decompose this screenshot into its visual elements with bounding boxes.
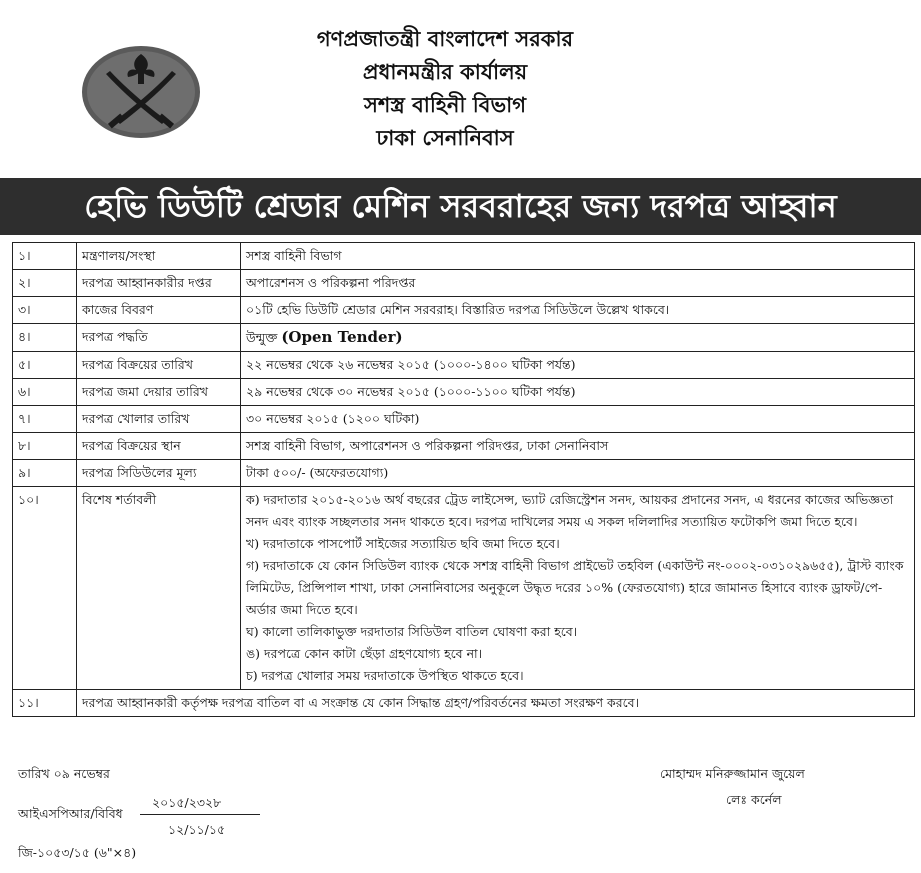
row-value: ২২ নভেম্বর থেকে ২৬ নভেম্বর ২০১৫ (১০০০-১৪০০ ঘটিকা পর্যন্ত) xyxy=(241,352,915,379)
table-row xyxy=(13,352,915,379)
row-value: ০১টি হেভি ডিউটি শ্রেডার মেশিন সরবরাহ। বিস্তারিত দরপত্র সিডিউলে উল্লেখ থাকবে। xyxy=(241,297,915,324)
reference-number: ২০১৫/২৩২৮ xyxy=(152,795,222,810)
row-label: দরপত্র সিডিউলের মূল্য xyxy=(77,460,241,487)
row-label: কাজের বিবরণ xyxy=(77,297,241,324)
header-office: প্রধানমন্ত্রীর কার্যালয় xyxy=(362,59,528,84)
table-row xyxy=(13,433,915,460)
table-row xyxy=(13,324,915,352)
row-value: দরপত্র আহ্বানকারী কর্তৃপক্ষ দরপত্র বাতিল বা এ সংক্রান্ত যে কোন সিদ্ধান্ত গ্রহণ/পরিবর্তনের ক্ষমতা সংরক্ষণ করবে। xyxy=(77,690,915,717)
row-label: দরপত্র খোলার তারিখ xyxy=(77,406,241,433)
row-label: দরপত্র আহ্বানকারীর দপ্তর xyxy=(77,270,241,297)
notice-title-banner: হেভি ডিউটি শ্রেডার মেশিন সরবরাহের জন্য দরপত্র আহ্বান xyxy=(0,178,921,235)
table-row xyxy=(13,406,915,433)
table-row xyxy=(13,243,915,270)
reference-prefix: আইএসপিআর/বিবিধ xyxy=(18,806,123,821)
row-number: ৫। xyxy=(13,352,77,379)
table-row xyxy=(13,690,915,717)
row-number: ১০। xyxy=(13,487,77,690)
row-label: দরপত্র বিক্রয়ের তারিখ xyxy=(77,352,241,379)
header-location: ঢাকা সেনানিবাস xyxy=(376,125,514,150)
row-number: ৩। xyxy=(13,297,77,324)
tender-method: উন্মুক্ত xyxy=(246,330,278,345)
signatory-name: মোহাম্মদ মনিরুজ্জামান জুয়েল xyxy=(660,766,805,781)
government-emblem xyxy=(80,44,202,140)
row-number: ২। xyxy=(13,270,77,297)
condition-item: ঘ) কালো তালিকাভুক্ত দরদাতার সিডিউল বাতিল ঘোষণা করা হবে। xyxy=(246,624,578,639)
signatory-rank: লেঃ কর্নেল xyxy=(726,792,782,807)
condition-item: খ) দরদাতাকে পাসপোর্ট সাইজের সত্যায়িত ছবি জমা দিতে হবে। xyxy=(246,536,560,551)
row-value: টাকা ৫০০/- (অফেরতযোগ্য) xyxy=(241,460,915,487)
condition-item: ক) দরদাতার ২০১৫-২০১৬ অর্থ বছরের ট্রেড লাইসেন্স, ভ্যাট রেজিস্ট্রেশন সনদ, আয়কর প্রদানের সনদ, এ ধরনের কাজের অভিজ্ঞতা সনদ এবং ব্যাংক সচ্ছলতার সনদ থাকতে হবে। দরপত্র দাখিলের সময় এ সকল দলিলাদির সত্যায়িত ফটোকপি জমা দিতে হবে। xyxy=(246,492,894,529)
header-government: গণপ্রজাতন্ত্রী বাংলাদেশ সরকার xyxy=(316,26,574,51)
row-number: ৯। xyxy=(13,460,77,487)
table-row xyxy=(13,270,915,297)
row-value xyxy=(241,324,915,352)
row-number: ৬। xyxy=(13,379,77,406)
condition-item: ঙ) দরপত্রে কোন কাটা ছেঁড়া গ্রহণযোগ্য হবে না। xyxy=(246,646,483,661)
row-value: সশস্ত্র বাহিনী বিভাগ, অপারেশনস ও পরিকল্পনা পরিদপ্তর, ঢাকা সেনানিবাস xyxy=(241,433,915,460)
header-division: সশস্ত্র বাহিনী বিভাগ xyxy=(364,92,526,117)
row-label: দরপত্র বিক্রয়ের স্থান xyxy=(77,433,241,460)
row-number: ১। xyxy=(13,243,77,270)
row-label: দরপত্র জমা দেয়ার তারিখ xyxy=(77,379,241,406)
header-block xyxy=(230,22,660,154)
row-label: দরপত্র পদ্ধতি xyxy=(77,324,241,352)
publication-code: জি-১০৫৩/১৫ (৬"×৪) xyxy=(18,845,137,860)
condition-item: চ) দরপত্র খোলার সময় দরদাতাকে উপস্থিত থাকতে হবে। xyxy=(246,668,524,683)
condition-item: গ) দরদাতাকে যে কোন সিডিউল ব্যাংক থেকে সশস্ত্র বাহিনী বিভাগ প্রাইভেট তহবিল (একাউন্ট নং-০০০২-০৩১০২৯৬৫৫), ট্রাস্ট ব্যাংক লিমিটেড, প্রিন্সিপাল শাখা, ঢাকা সেনানিবাসের অনুকূলে উদ্ধৃত দরের ১০% (ফেরতযোগ্য) হারে জামানত হিসাবে ব্যাংক ড্রাফট/পে-অর্ডার জমা দিতে হবে। xyxy=(246,558,904,617)
table-row xyxy=(13,487,915,690)
tender-details-table xyxy=(12,242,915,717)
tender-method-english: (Open Tender) xyxy=(281,328,403,346)
row-number: ৮। xyxy=(13,433,77,460)
row-number: ৪। xyxy=(13,324,77,352)
row-label: বিশেষ শর্তাবলী xyxy=(77,487,241,690)
row-label: মন্ত্রণালয়/সংস্থা xyxy=(77,243,241,270)
reference-date: ১২/১১/১৫ xyxy=(168,822,226,837)
row-number: ১১। xyxy=(13,690,77,717)
notice-date: তারিখ ০৯ নভেম্বর xyxy=(18,766,110,781)
row-value: সশস্ত্র বাহিনী বিভাগ xyxy=(241,243,915,270)
row-value: অপারেশনস ও পরিকল্পনা পরিদপ্তর xyxy=(241,270,915,297)
table-row xyxy=(13,379,915,406)
table-row xyxy=(13,297,915,324)
row-number: ৭। xyxy=(13,406,77,433)
row-value: ২৯ নভেম্বর থেকে ৩০ নভেম্বর ২০১৫ (১০০০-১১০০ ঘটিকা পর্যন্ত) xyxy=(241,379,915,406)
reference-divider xyxy=(140,814,260,815)
special-conditions xyxy=(241,487,915,690)
table-row xyxy=(13,460,915,487)
row-value: ৩০ নভেম্বর ২০১৫ (১২০০ ঘটিকা) xyxy=(241,406,915,433)
